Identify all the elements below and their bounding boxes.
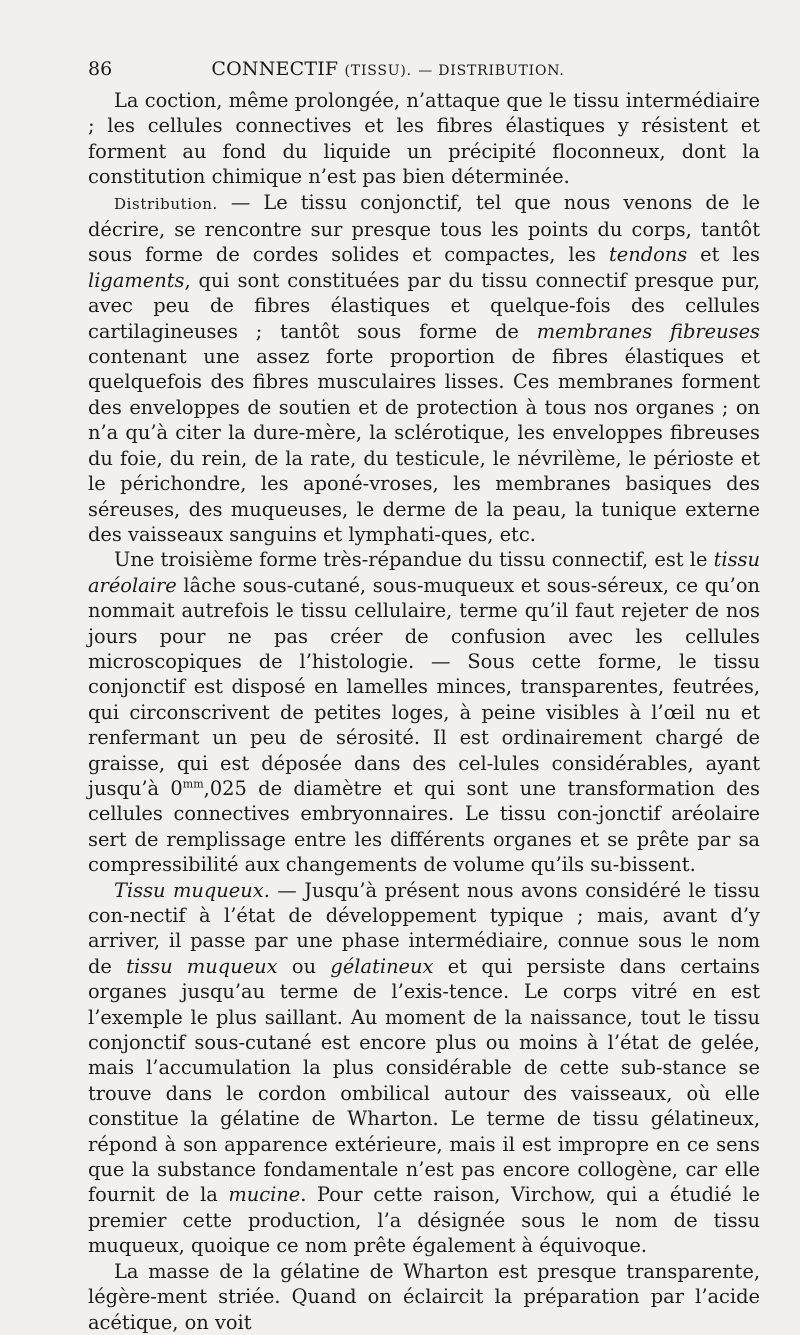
italic-term-mucine: mucine [228, 1183, 301, 1207]
paragraph-tissu-areolaire [88, 547, 760, 877]
paragraph-text: et les [687, 243, 760, 267]
paragraph-text: La masse de la gélatine de Wharton est presque transparente, légère-ment striée. Quand on éclaircit la préparation par l’acide acétique, on voit [88, 1259, 760, 1334]
italic-term-tendons: tendons [608, 243, 688, 267]
paragraph-text: Une troisième forme très-répandue du tissu connectif, est le [114, 548, 714, 572]
running-header [88, 58, 760, 84]
italic-term-ligaments: ligaments [88, 268, 185, 292]
running-title [146, 58, 630, 80]
paragraph-text: ,025 de diamètre et qui sont une transformation des cellules connectives embryonnaires. Le tissu con-jonctif aréolaire sert de remplissage entre les différents organes et se prête par sa compressibilité aux changements de volume qu’ils su-bissent. [88, 776, 760, 877]
paragraph-text: lâche sous-cutané, sous-muqueux et sous-séreux, ce qu’on nommait autrefois le tissu cellulaire, terme qu’il faut rejeter de nos jours pour ne pas créer de confusion avec les cellules microscopiques de l’histologie. — Sous cette forme, le tissu conjonctif est disposé en lamelles minces, transparentes, feutrées, qui circonscrivent de petites loges, à peine visibles à l’œil nu et renfermant un peu de sérosité. Il est ordinairement chargé de graisse, qui est déposée dans des cel-lules considérables, ayant jusqu’à 0 [88, 573, 760, 800]
unit-superscript: mm [182, 777, 204, 791]
italic-term-tissu-muqueux: tissu muqueux [126, 954, 278, 978]
paragraph-text: . Pour cette raison, Virchow, qui a étudié le premier cette production, l’a désignée sous le nom de tissu muqueux, quoique ce nom prête également à équivoque. [88, 1183, 760, 1258]
section-lead-tissu-muqueux: Tissu muqueux. [114, 878, 270, 902]
paragraph-gelatine-wharton [88, 1259, 760, 1335]
paragraph-text: ou [277, 954, 331, 978]
title-main: CONNECTIF [211, 58, 339, 80]
paragraph-text: — Jusqu’à présent nous avons considéré le tissu con-nectif à l’état de développement typique ; mais, avant d’y arriver, il passe par une phase intermédiaire, connue sous le nom de [88, 878, 760, 978]
paragraph-text: et qui persiste dans certains organes jusqu’au terme de l’exis-tence. Le corps vitré en est l’exemple le plus saillant. Au moment de la naissance, tout le tissu conjonctif sous-cutané est encore plus ou moins à l’état de gelée, mais l’accumulation la plus considérable de cette sub-stance se trouve dans le cordon ombilical autour des vaisseaux, où elle constitue la gélatine de Wharton. Le terme de tissu gélatineux, répond à son apparence extérieure, mais il est impropre en ce sens que la substance fondamentale n’est pas encore collogène, car elle fournit de la [88, 954, 760, 1207]
italic-term-gelatineux: gélatineux [330, 954, 434, 978]
title-section: — DISTRIBUTION. [418, 63, 565, 79]
paragraph-coction [88, 88, 760, 190]
paragraph-distribution [88, 190, 760, 548]
paragraph-text: contenant une assez forte proportion de fibres élastiques et quelquefois des fibres musculaires lisses. Ces membranes forment des enveloppes de soutien et de protection à tous nos organes ; on n’a qu’à citer la dure-mère, la sclérotique, les enveloppes fibreuses du foie, du rein, de la rate, du testicule, le névrilème, le périoste et le périchondre, les aponé-vroses, les membranes basiques des séreuses, des muqueuses, le derme de la peau, la tunique externe des vaisseaux sanguins et lymphati-ques, etc. [88, 345, 760, 546]
page-number: 86 [88, 58, 113, 80]
paragraph-text: — Le tissu conjonctif, tel que nous venons de le décrire, se rencontre sur presque tous les points du corps, tantôt sous forme de cordes solides et compactes, les [88, 190, 760, 267]
title-paren: (TISSU). [344, 63, 412, 79]
section-lead-distribution: Distribution. [114, 194, 218, 213]
paragraph-tissu-muqueux [88, 878, 760, 1259]
italic-term-membranes-fibreuses: membranes fibreuses [536, 319, 760, 343]
italic-term-tissu-areolaire: tissu aréolaire [88, 548, 760, 597]
page-body [88, 88, 760, 1335]
paragraph-text: , qui sont constituées par du tissu connectif presque pur, avec peu de fibres élastiques et quelque-fois des cellules cartilagineuses ; tantôt sous forme de [88, 268, 760, 343]
paragraph-text: La coction, même prolongée, n’attaque que le tissu intermédiaire ; les cellules connectives et les fibres élastiques y résistent et forment au fond du liquide un précipité floconneux, dont la constitution chimique n’est pas bien déterminée. [88, 89, 760, 189]
